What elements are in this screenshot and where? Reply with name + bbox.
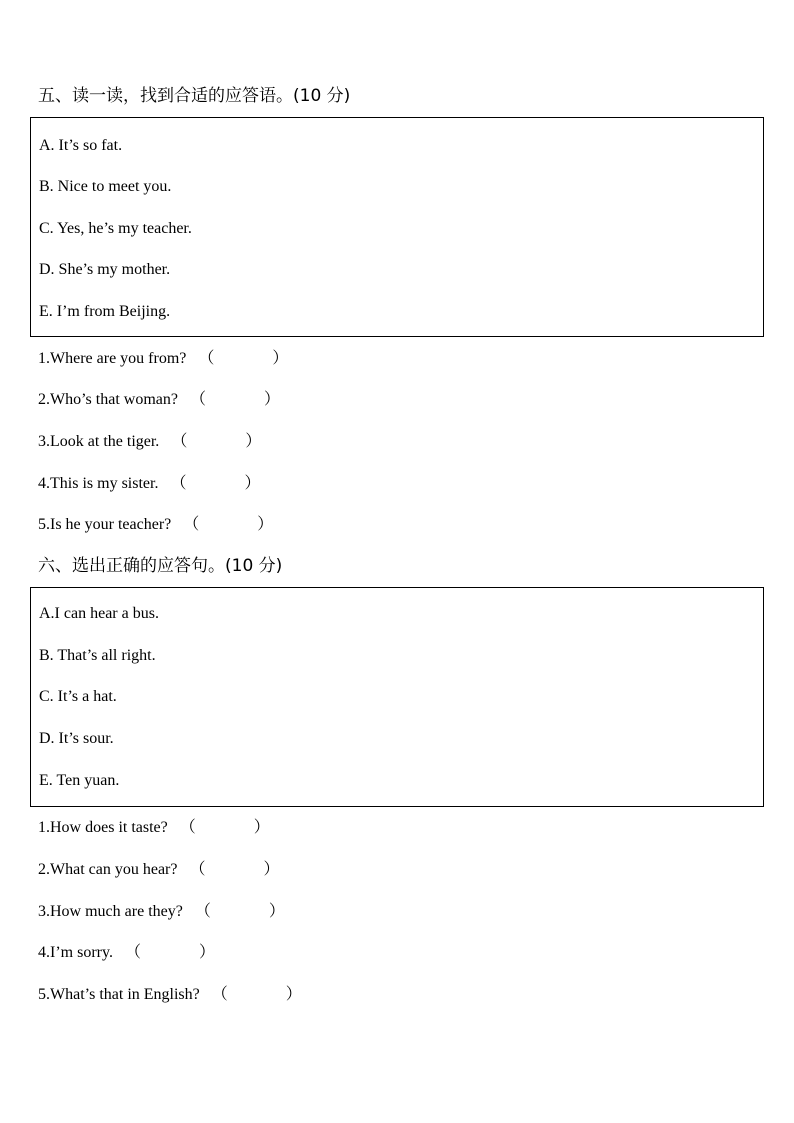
- answer-blank[interactable]: （ ）: [211, 986, 302, 1003]
- section6-question-2: [38, 860, 280, 880]
- answer-blank[interactable]: （ ）: [170, 475, 261, 492]
- section5-option-a: A. It’s so fat.: [39, 137, 123, 154]
- section6-question-5: [38, 985, 302, 1005]
- section6-option-c: C. It’s a hat.: [39, 688, 117, 705]
- section6-heading: 六、选出正确的应答句。(10 分): [38, 556, 283, 576]
- section5-option-c: C. Yes, he’s my teacher.: [39, 220, 192, 237]
- answer-blank[interactable]: （ ）: [189, 391, 280, 408]
- section6-question-3: [38, 902, 285, 922]
- section5-question-5: [38, 515, 273, 535]
- section6-option-a: A.I can hear a bus.: [39, 605, 159, 622]
- section5-question-3: [38, 432, 261, 452]
- answer-blank[interactable]: （ ）: [183, 516, 274, 533]
- answer-blank[interactable]: （ ）: [171, 433, 262, 450]
- section5-question-2: [38, 390, 280, 410]
- section6-option-e: E. Ten yuan.: [39, 772, 120, 789]
- section5-question-1: [38, 349, 288, 369]
- answer-blank[interactable]: （ ）: [189, 861, 280, 878]
- answer-blank[interactable]: （ ）: [179, 819, 270, 836]
- answer-blank[interactable]: （ ）: [124, 944, 215, 961]
- section5-question-4: [38, 474, 260, 494]
- answer-blank[interactable]: （ ）: [194, 903, 285, 920]
- question-text: 2.What can you hear?: [38, 861, 178, 878]
- section5-option-d: D. She’s my mother.: [39, 261, 171, 278]
- question-text: 4.This is my sister.: [38, 475, 159, 492]
- section6-option-d: D. It’s sour.: [39, 730, 114, 747]
- section6-question-4: [38, 943, 215, 963]
- section5-heading: 五、读一读，找到合适的应答语。(10 分): [38, 86, 351, 106]
- question-text: 1.Where are you from?: [38, 350, 187, 367]
- section6-option-b: B. That’s all right.: [39, 647, 156, 664]
- section5-option-b: B. Nice to meet you.: [39, 178, 172, 195]
- question-text: 5.What’s that in English?: [38, 986, 200, 1003]
- question-text: 2.Who’s that woman?: [38, 391, 178, 408]
- question-text: 3.How much are they?: [38, 903, 183, 920]
- section6-question-1: [38, 818, 270, 838]
- question-text: 4.I’m sorry.: [38, 944, 113, 961]
- section6-options-box: [30, 587, 764, 807]
- section5-options-box: [30, 117, 764, 337]
- section5-option-e: E. I’m from Beijing.: [39, 303, 171, 320]
- question-text: 5.Is he your teacher?: [38, 516, 172, 533]
- question-text: 1.How does it taste?: [38, 819, 168, 836]
- question-text: 3.Look at the tiger.: [38, 433, 160, 450]
- answer-blank[interactable]: （ ）: [198, 350, 289, 367]
